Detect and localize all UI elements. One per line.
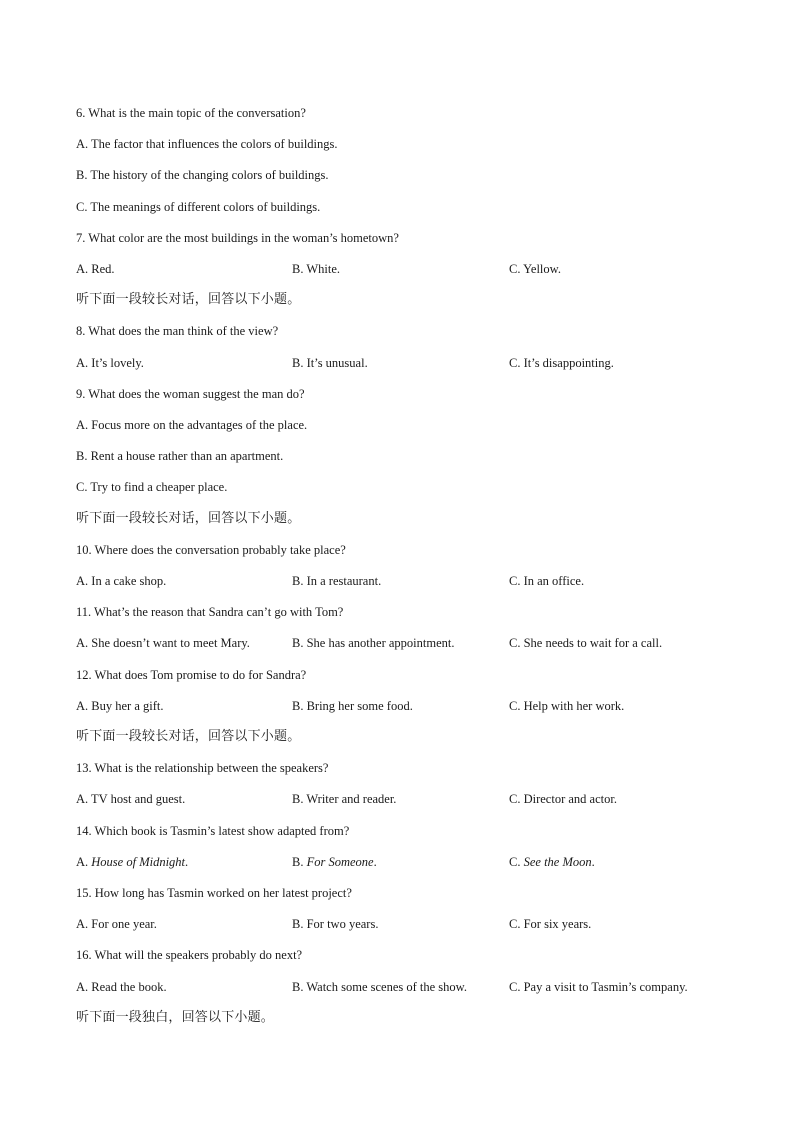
answer-option: B. For two years.	[292, 917, 379, 931]
answer-option: B. In a restaurant.	[292, 574, 382, 588]
answer-option: C. It’s disappointing.	[509, 356, 614, 370]
answer-options-row	[76, 854, 736, 870]
answer-option: C. Director and actor.	[509, 792, 617, 806]
answer-option: A. She doesn’t want to meet Mary.	[76, 636, 250, 650]
answer-option: C. In an office.	[509, 574, 585, 588]
question-text: 8. What does the man think of the view?	[76, 324, 279, 338]
answer-option: A. Focus more on the advantages of the place.	[76, 418, 308, 432]
question-text: 14. Which book is Tasmin’s latest show adapted from?	[76, 824, 350, 838]
option-punctuation: .	[591, 855, 595, 869]
answer-option: C. For six years.	[509, 917, 592, 931]
answer-option: A. For one year.	[76, 917, 157, 931]
answer-options-row	[76, 698, 736, 714]
answer-option: B. The history of the changing colors of buildings.	[76, 168, 329, 182]
answer-option: A. Buy her a gift.	[76, 699, 164, 713]
answer-options-row	[76, 791, 736, 807]
option-letter: B.	[292, 855, 307, 869]
book-title: For Someone	[306, 855, 374, 869]
question-text: 6. What is the main topic of the conversation?	[76, 106, 306, 120]
question-text: 7. What color are the most buildings in the woman’s hometown?	[76, 231, 399, 245]
question-text: 16. What will the speakers probably do next?	[76, 948, 303, 962]
answer-option: B. White.	[292, 262, 341, 276]
answer-option: B. Rent a house rather than an apartment.	[76, 449, 284, 463]
answer-options-row	[76, 635, 736, 651]
question-text: 12. What does Tom promise to do for Sandra?	[76, 668, 307, 682]
question-text: 13. What is the relationship between the speakers?	[76, 761, 329, 775]
answer-option: C. Help with her work.	[509, 699, 625, 713]
answer-option: C. Pay a visit to Tasmin’s company.	[509, 980, 688, 994]
answer-option: A. TV host and guest.	[76, 792, 186, 806]
answer-option: C. Try to find a cheaper place.	[76, 480, 228, 494]
answer-option	[509, 854, 595, 870]
answer-option: C. She needs to wait for a call.	[509, 636, 663, 650]
answer-option	[76, 854, 188, 870]
answer-option: B. It’s unusual.	[292, 356, 368, 370]
answer-options-row	[76, 916, 736, 932]
answer-option: B. Watch some scenes of the show.	[292, 980, 467, 994]
answer-option: A. Red.	[76, 262, 115, 276]
book-title: See the Moon	[523, 855, 592, 869]
answer-options-row	[76, 261, 736, 277]
option-punctuation: .	[185, 855, 189, 869]
answer-options-row	[76, 573, 736, 589]
option-letter: C.	[509, 855, 524, 869]
answer-option: B. Bring her some food.	[292, 699, 413, 713]
answer-option: A. The factor that influences the colors of buildings.	[76, 137, 338, 151]
question-text: 11. What’s the reason that Sandra can’t go with Tom?	[76, 605, 344, 619]
answer-option: C. The meanings of different colors of buildings.	[76, 200, 321, 214]
section-instruction: 听下面一段较长对话，回答以下小题。	[76, 729, 301, 744]
answer-option: C. Yellow.	[509, 262, 561, 276]
answer-option: B. Writer and reader.	[292, 792, 397, 806]
book-title: House of Midnight	[91, 855, 186, 869]
option-letter: A.	[76, 855, 92, 869]
answer-option	[292, 854, 377, 870]
section-instruction: 听下面一段较长对话，回答以下小题。	[76, 511, 301, 526]
question-text: 9. What does the woman suggest the man do?	[76, 387, 305, 401]
answer-options-row	[76, 979, 736, 995]
section-instruction: 听下面一段独白，回答以下小题。	[76, 1010, 275, 1025]
option-punctuation: .	[373, 855, 377, 869]
answer-option: B. She has another appointment.	[292, 636, 455, 650]
question-text: 15. How long has Tasmin worked on her latest project?	[76, 886, 352, 900]
answer-option: A. Read the book.	[76, 980, 167, 994]
section-instruction: 听下面一段较长对话，回答以下小题。	[76, 292, 301, 307]
answer-option: A. It’s lovely.	[76, 356, 144, 370]
question-text: 10. Where does the conversation probably take place?	[76, 543, 346, 557]
answer-options-row	[76, 355, 736, 371]
answer-option: A. In a cake shop.	[76, 574, 167, 588]
